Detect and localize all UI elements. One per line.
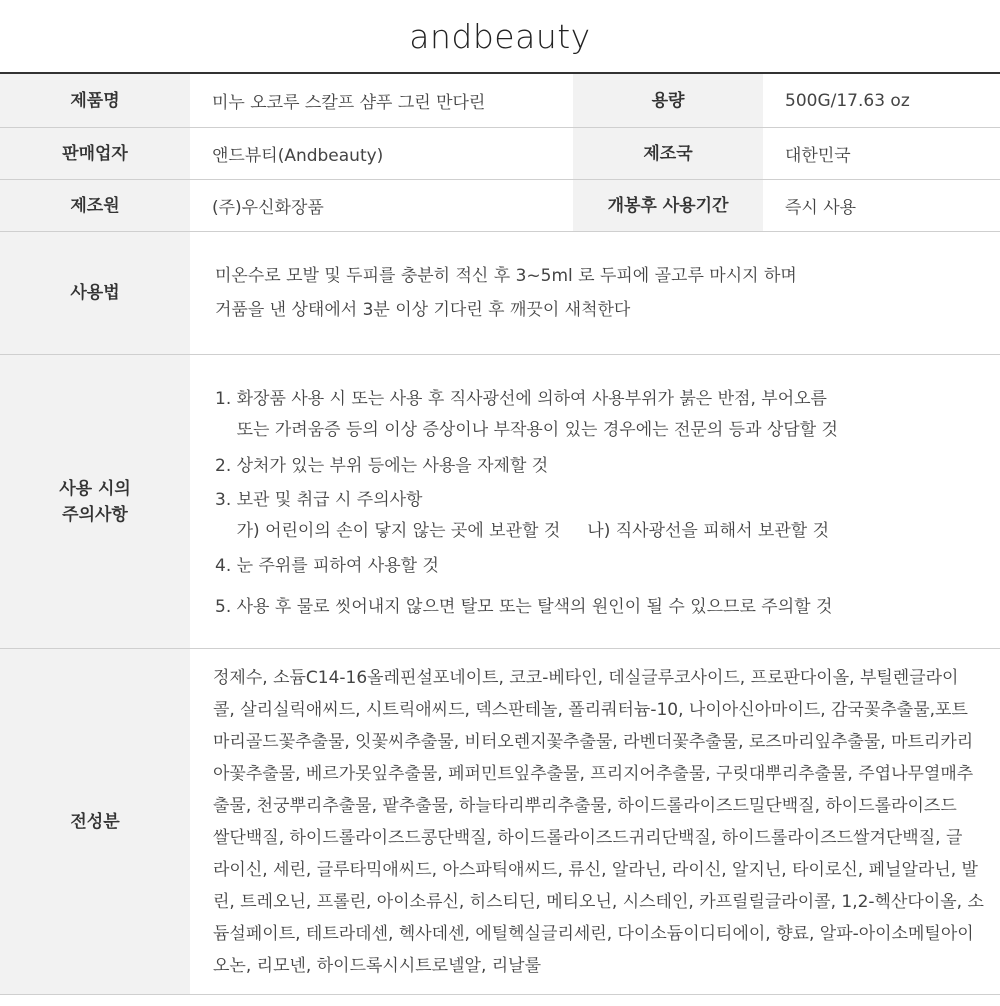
usage-text (215, 259, 797, 327)
caution-line: 5. 사용 후 물로 씻어내지 않으면 탈모 또는 탈색의 원인이 될 수 있으므로 주의할 것 (215, 597, 833, 617)
ingredients-line: 콜, 살리실릭애씨드, 시트릭애씨드, 덱스판테놀, 폴리쿼터늄-10, 나이아신아마이드, 감국꽃추출물,포트 (213, 700, 968, 720)
product-name-label: 제품명 (0, 74, 190, 127)
table-row-product-name (0, 74, 1000, 128)
table-row-manufacturer (0, 180, 1000, 232)
ingredients-line: 마리골드꽃추출물, 잇꽃씨추출물, 비터오렌지꽃추출물, 라벤더꽃추출물, 로즈마리잎추출물, 마트리카리 (213, 732, 974, 752)
ingredients-text (213, 662, 988, 982)
ingredients-line: 정제수, 소듐C14-16올레핀설포네이트, 코코-베타인, 데실글루코사이드, 프로판다이올, 부틸렌글라이 (213, 668, 959, 688)
ingredients-label: 전성분 (0, 649, 190, 994)
origin-value: 대한민국 (785, 146, 851, 166)
ingredients-line: 린, 트레오닌, 프롤린, 아이소류신, 히스티딘, 메티오닌, 시스테인, 카프릴릴글라이콜, 1,2-헥산다이올, 소 (213, 892, 984, 912)
expiry-label: 개봉후 사용기간 (573, 180, 763, 231)
expiry-value: 즉시 사용 (785, 198, 857, 218)
caution-line: 가) 어린이의 손이 닿지 않는 곳에 보관할 것 나) 직사광선을 피해서 보관할 것 (215, 521, 829, 541)
table-row-seller (0, 128, 1000, 180)
seller-value: 앤드뷰티(Andbeauty) (212, 146, 384, 166)
caution-line: 3. 보관 및 취급 시 주의사항 (215, 490, 423, 510)
caution-line: 4. 눈 주위를 피하여 사용할 것 (215, 556, 439, 576)
ingredients-line: 아꽃추출물, 베르가못잎추출물, 페퍼민트잎추출물, 프리지어추출물, 구릿대뿌리추출물, 주엽나무열매추 (213, 764, 974, 784)
origin-label: 제조국 (573, 128, 763, 179)
caution-label (0, 355, 190, 648)
usage-label: 사용법 (0, 232, 190, 354)
volume-value: 500G/17.63 oz (785, 90, 910, 111)
caution-label-line: 사용 시의 (59, 478, 131, 499)
caution-line: 또는 가려움증 등의 이상 증상이나 부작용이 있는 경우에는 전문의 등과 상담할 것 (215, 420, 838, 440)
manufacturer-label: 제조원 (0, 180, 190, 231)
product-name-value: 미누 오코루 스칼프 샴푸 그린 만다린 (212, 93, 486, 113)
ingredients-line: 듐설페이트, 테트라데센, 헥사데센, 에틸헥실글리세린, 다이소듐이디티에이, 향료, 알파-아이소메틸아이 (213, 924, 974, 944)
brand-logo: andbeauty (409, 16, 591, 56)
ingredients-line: 쌀단백질, 하이드롤라이즈드콩단백질, 하이드롤라이즈드귀리단백질, 하이드롤라이즈드쌀겨단백질, 글 (213, 828, 963, 848)
manufacturer-value: (주)우신화장품 (212, 198, 324, 218)
volume-label: 용량 (573, 74, 763, 127)
usage-line: 미온수로 모발 및 두피를 충분히 적신 후 3~5ml 로 두피에 골고루 마시지 하며 (215, 266, 797, 286)
ingredients-line: 오논, 리모넨, 하이드록시시트로넬알, 리날룰 (213, 956, 542, 976)
seller-label: 판매업자 (0, 128, 190, 179)
caution-line: 2. 상처가 있는 부위 등에는 사용을 자제할 것 (215, 456, 549, 476)
usage-line: 거품을 낸 상태에서 3분 이상 기다린 후 깨끗이 새척한다 (215, 300, 631, 320)
caution-text (215, 384, 838, 623)
caution-label-line: 주의사항 (62, 504, 128, 525)
ingredients-line: 출물, 천궁뿌리추출물, 팥추출물, 하늘타리뿌리추출물, 하이드롤라이즈드밀단백질, 하이드롤라이즈드 (213, 796, 957, 816)
ingredients-line: 라이신, 세린, 글루타믹애씨드, 아스파틱애씨드, 류신, 알라닌, 라이신, 알지닌, 타이로신, 페닐알라닌, 발 (213, 860, 978, 880)
caution-line: 1. 화장품 사용 시 또는 사용 후 직사광선에 의하여 사용부위가 붉은 반점, 부어오름 (215, 389, 827, 409)
